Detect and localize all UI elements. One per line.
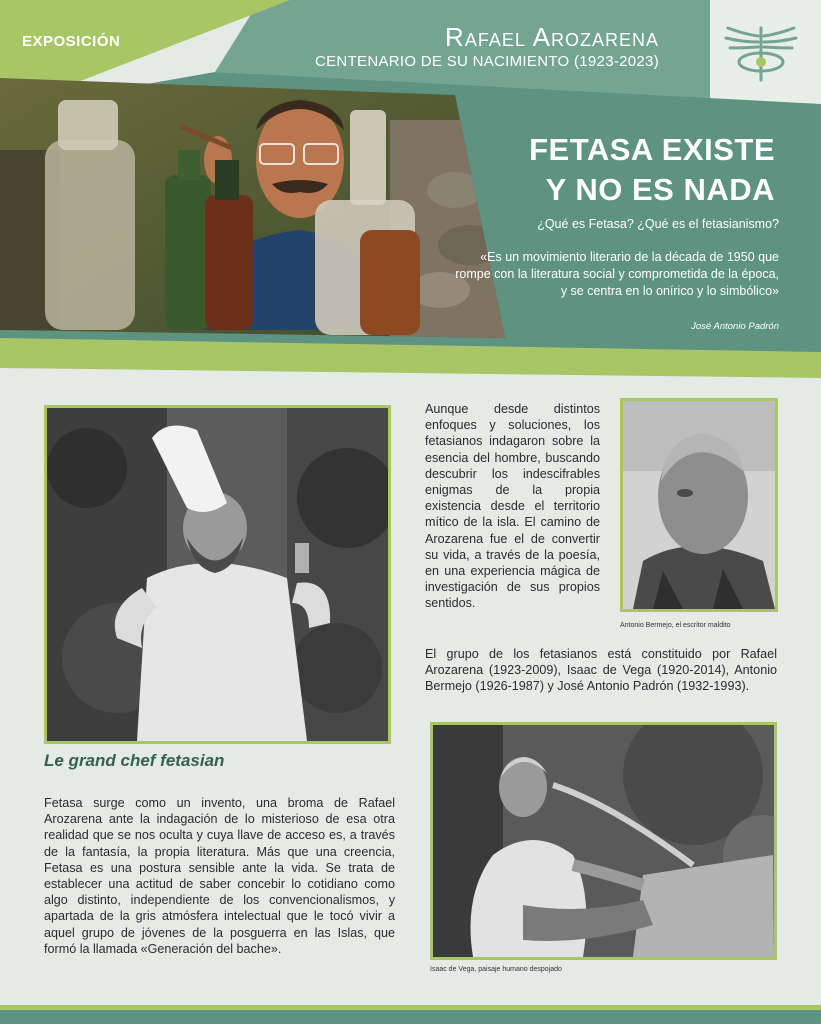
panel-quote: «Es un movimiento literario de la década de 1950 que rompe con la literatura social y comprometida de la época, y se centra en lo onírico y lo simbólico» [455,250,779,299]
chef-photo-caption: Le grand chef fetasian [44,751,225,770]
header-subtitle: CENTENARIO DE SU NACIMIENTO (1923-2023) [314,53,659,70]
photo-antonio-bermejo [620,398,778,612]
photo-chef [44,405,391,744]
exhibition-tag: EXPOSICIÓN [22,33,121,50]
bermejo-photo-caption: Antonio Bermejo, el escritor maldito [620,622,731,629]
panel-title-line1: FETASA EXISTE [529,132,775,167]
header-title: Rafael Arozarena [445,22,659,52]
panel-title-line2: Y NO ES NADA [545,172,775,207]
left-paragraph: Fetasa surge como un invento, una broma de Rafael Arozarena ante la indagación de lo misterioso de esa otra realidad que se nos oculta y cuya llave de acceso es, a través de la fantasía, la propia literatura. Más que una creencia, Fetasa es una postura sensible ante la vida. Se trata de establecer una actitud de saber concebir lo cotidiano como algo distinto, independiente de los convencionalismos, y apartada de la gris atmósfera intelectual que le tocó vivir a aquel grupo de jóvenes de la posguerra en las Islas, que formó la llamada «Generación del bache». [44,796,395,956]
right-paragraph-2: El grupo de los fetasianos está constituido por Rafael Arozarena (1923-2009), Isaac de Vega (1920-2014), Antonio Bermejo (1926-1987) y José Antonio Padrón (1932-1993). [425,647,777,694]
panel-question: ¿Qué es Fetasa? ¿Qué es el fetasianismo? [537,217,779,231]
vega-photo-caption: Isaac de Vega, paisaje humano despojado [430,966,562,973]
panel-quote-author: José Antonio Padrón [691,321,779,332]
panel-title [475,130,775,210]
photo-isaac-de-vega [430,722,777,960]
footer-strip [0,1010,821,1024]
right-paragraph-1: Aunque desde distintos enfoques y soluciones, los fetasianos indagaron sobre la esencia del hombre, buscando descubrir los indescifrables enigmas de la propia existencia desde el territorio mítico de la isla. El camino de Arozarena fue el de convertir su vida, a través de la poesía, en una experiencia mágica de investigación de sus propios sentidos. [425,402,600,611]
